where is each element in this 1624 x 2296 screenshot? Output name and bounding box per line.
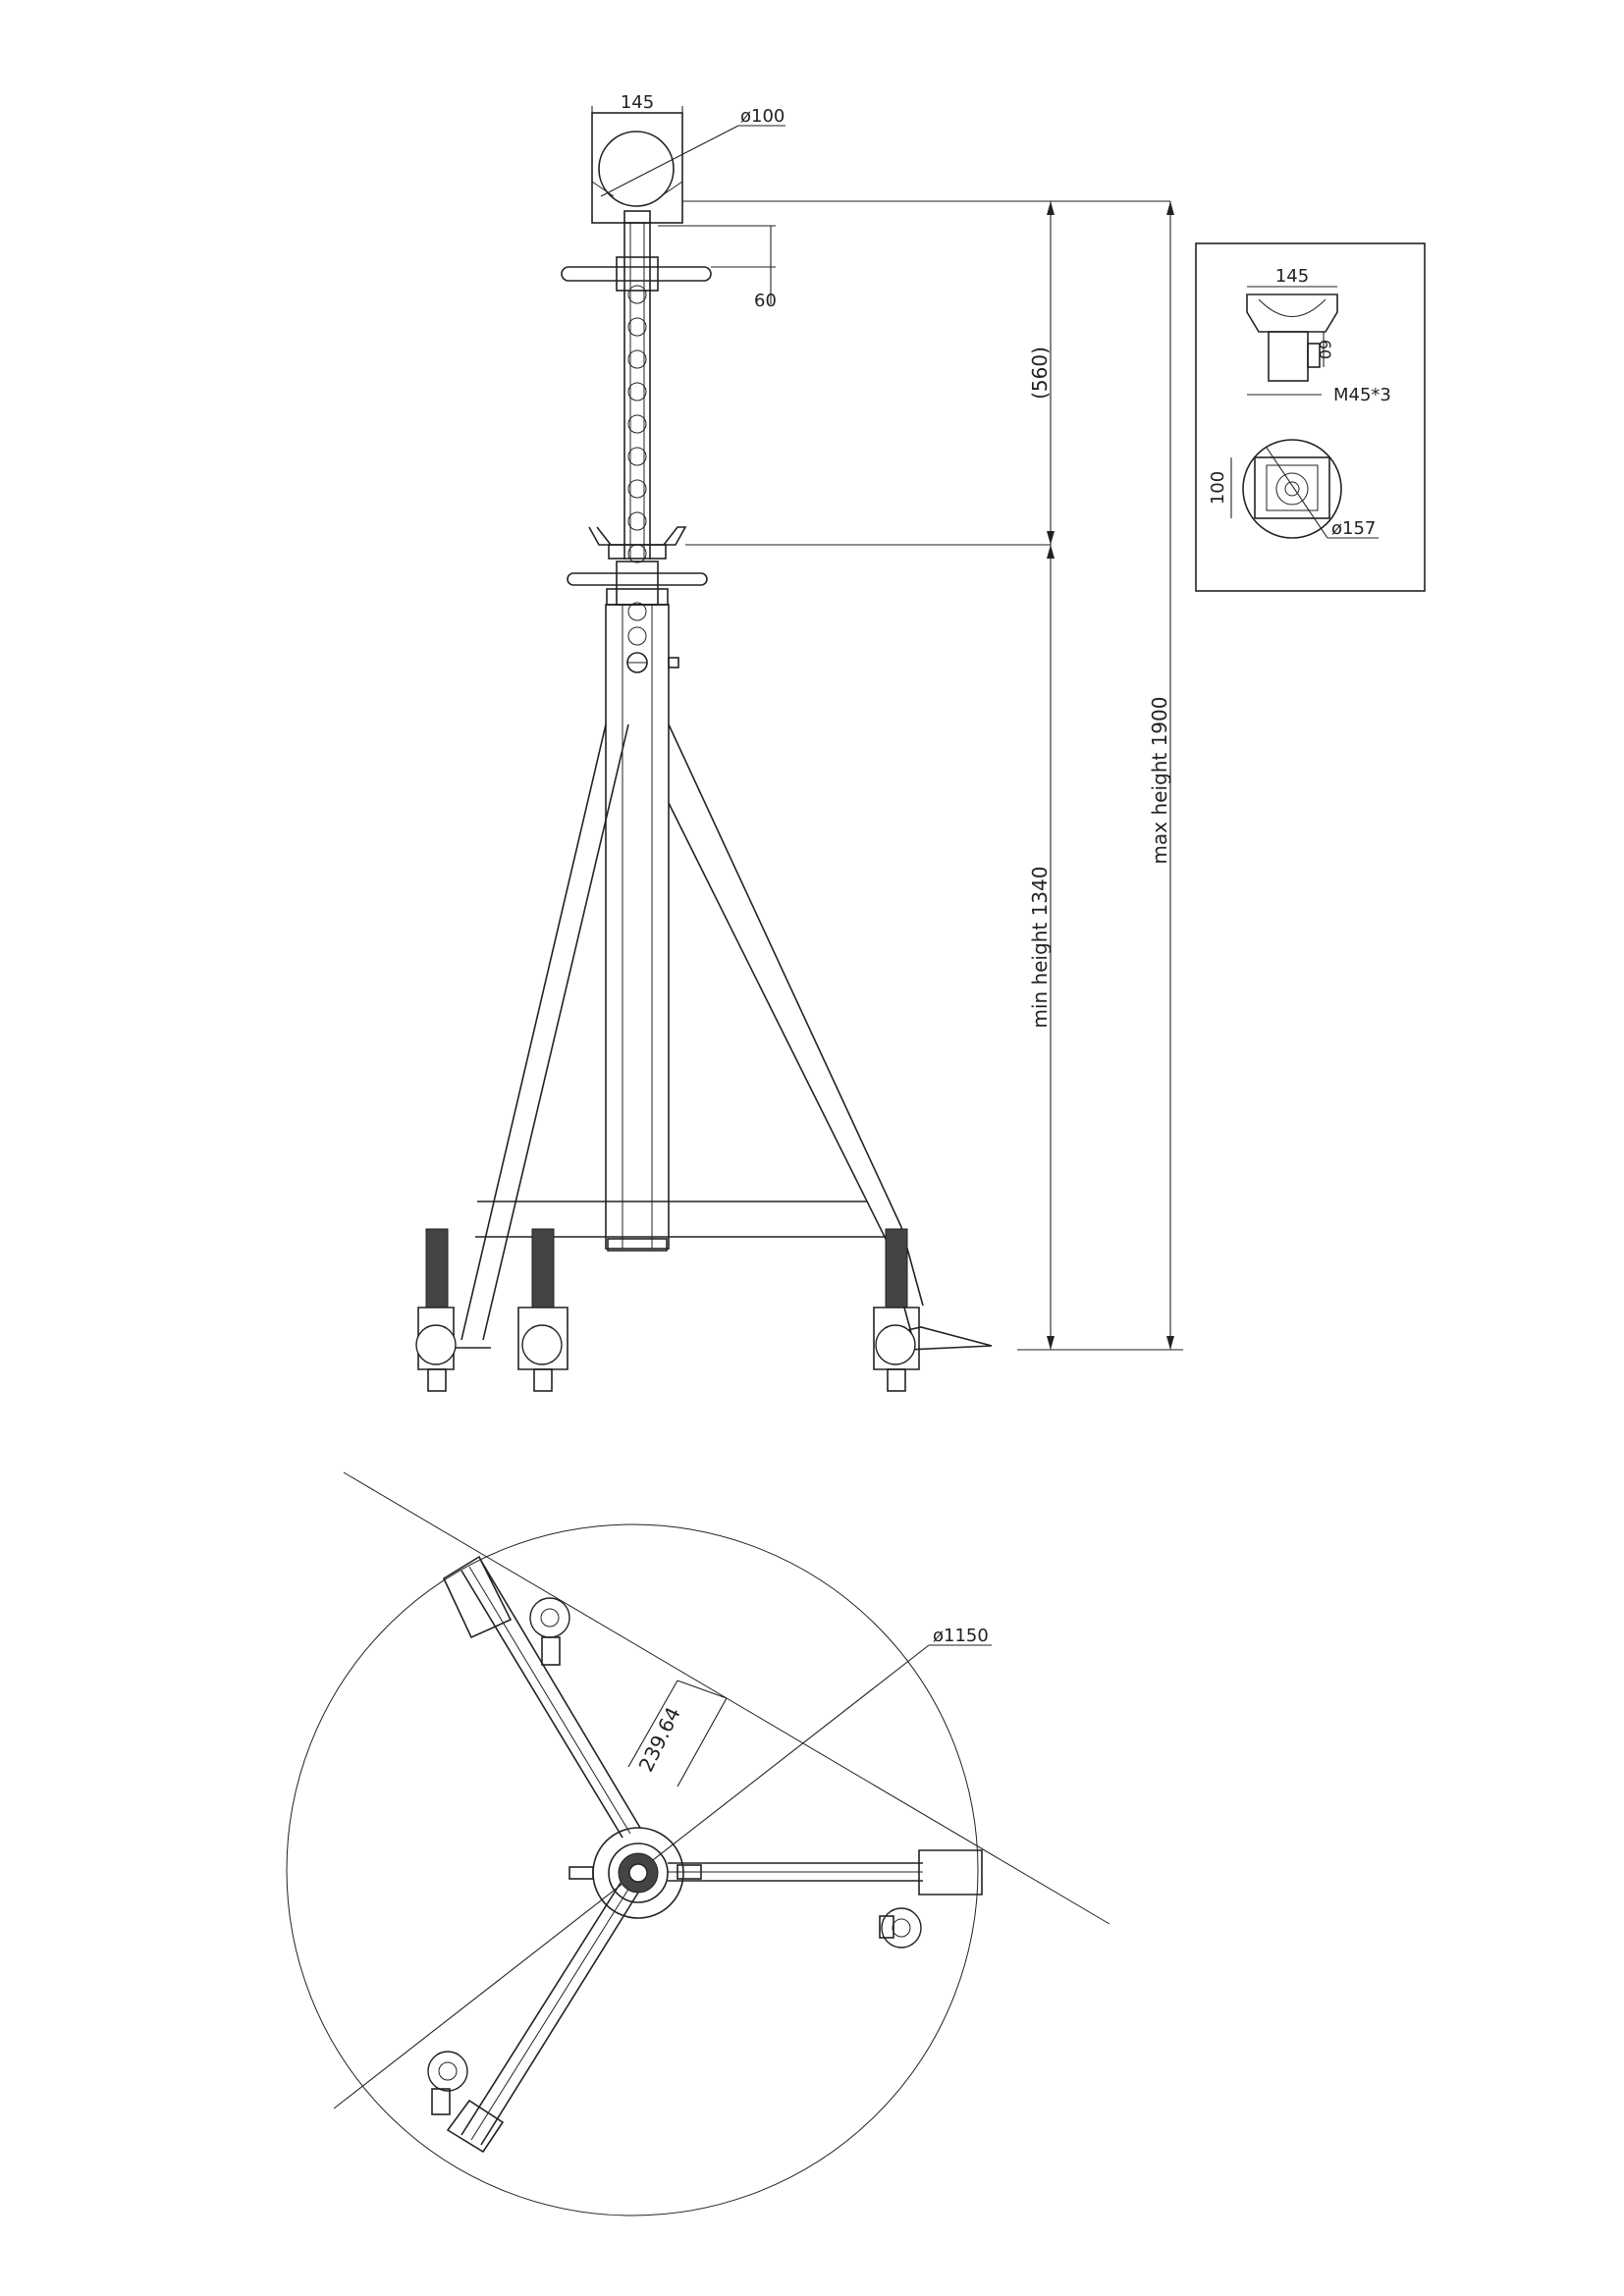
dim-leg-span-label: 239.64: [633, 1703, 685, 1776]
outer-column: [606, 605, 678, 1251]
detail-pad-height-label: 100: [1208, 470, 1228, 506]
castor-middle: [518, 1229, 568, 1391]
dim-base-diameter-label: ø1150: [933, 1626, 989, 1646]
inner-tube: [624, 223, 650, 562]
detail-head-profile: [1247, 266, 1391, 405]
dim-head-diameter: [601, 106, 785, 196]
dim-stroke: [1028, 201, 1055, 545]
v-head: [592, 113, 682, 223]
dim-max-height-label: max height 1900: [1148, 696, 1171, 865]
lower-handle: [568, 561, 707, 645]
top-castor-lower-left: [428, 2052, 467, 2114]
dim-handle-offset: [658, 226, 777, 311]
dim-min-height: [1028, 545, 1055, 1350]
top-leg-upper-left: [444, 1557, 640, 1838]
top-castor-right: [880, 1908, 921, 1948]
detail-pad-diameter-label: ø157: [1331, 518, 1377, 539]
dim-min-height-label: min height 1340: [1028, 866, 1052, 1029]
castor-left: [416, 1229, 456, 1391]
dim-leg-span: [628, 1681, 727, 1787]
tripod-legs: [461, 724, 923, 1340]
detail-pad-view: [1208, 440, 1379, 539]
top-view: [287, 1472, 1110, 2216]
detail-box: [1196, 243, 1425, 591]
dim-head-width-label: 145: [620, 92, 655, 113]
side-view: [416, 92, 1183, 1391]
top-castor-upper-left: [530, 1598, 569, 1665]
detail-thread-label: M45*3: [1333, 385, 1391, 405]
top-leg-lower-left: [448, 1883, 638, 2152]
top-hub: [569, 1828, 701, 1918]
dim-max-height: [1148, 201, 1174, 1350]
dim-stroke-label: (560): [1028, 347, 1052, 400]
dim-handle-offset-label: 60: [754, 291, 777, 311]
height-extension-lines: [682, 201, 1183, 1350]
detail-collar-height-label: 60: [1316, 339, 1334, 360]
lower-saddle: [589, 527, 685, 559]
castor-right: [874, 1229, 919, 1391]
top-leg-right: [668, 1850, 982, 1895]
dim-head-width: [592, 92, 682, 113]
dim-head-diameter-label: ø100: [740, 106, 785, 127]
detail-head-width-label: 145: [1274, 266, 1310, 287]
dim-base-diameter: [334, 1626, 992, 2109]
